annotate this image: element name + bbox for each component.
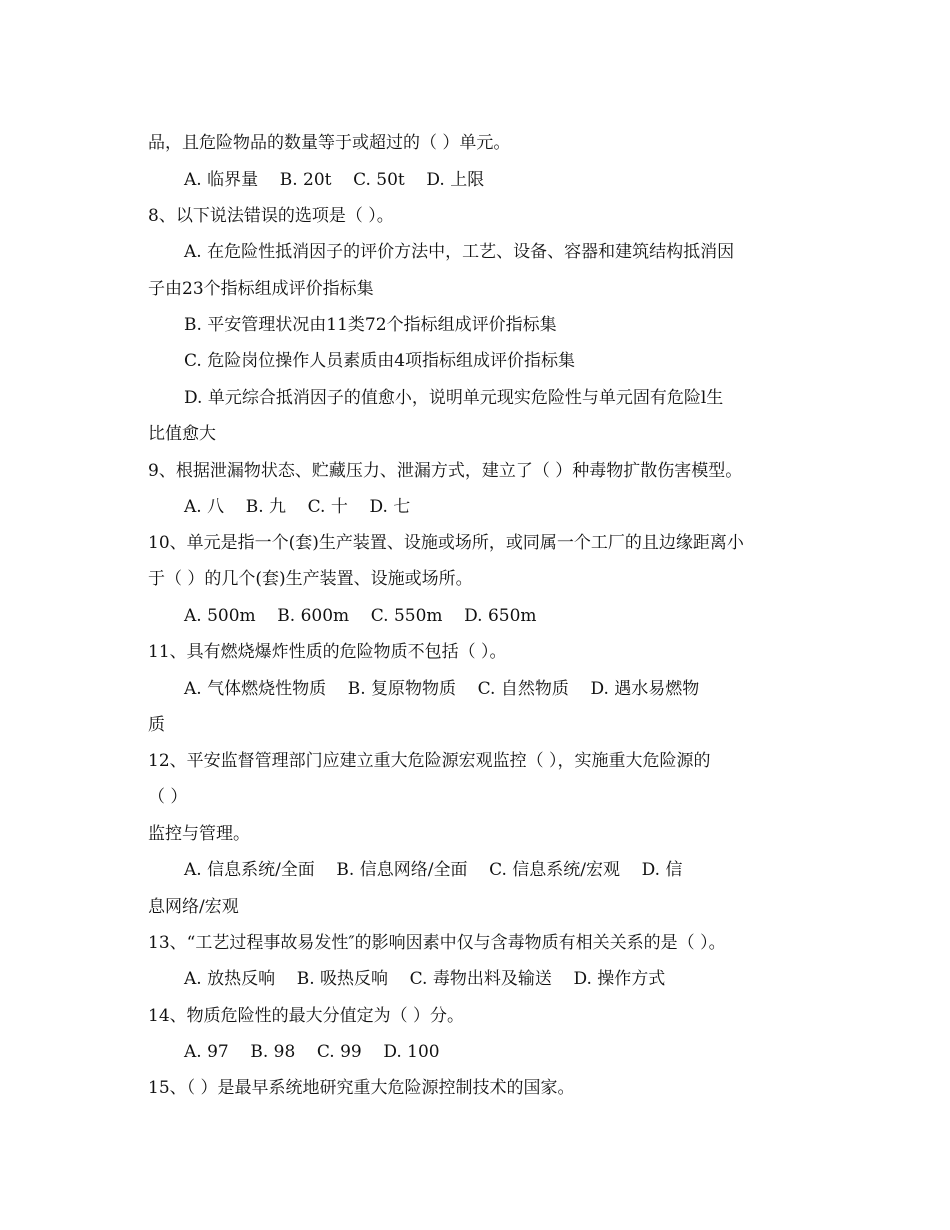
text-line: 监控与管理。	[148, 824, 250, 844]
answer-options: A. 放热反响 B. 吸热反响 C. 毒物出料及输送 D. 操作方式	[184, 969, 666, 989]
question-13: 13、“工艺过程事故易发性″的影响因素中仅与含毒物质有相关关系的是（ ）。	[148, 933, 726, 953]
text-line: 品，且危险物品的数量等于或超过的（ ）单元。	[148, 133, 511, 153]
text-line: 息网络/宏观	[148, 897, 239, 917]
answer-options: A. 97 B. 98 C. 99 D. 100	[184, 1042, 440, 1062]
answer-options: A. 气体燃烧性物质 B. 复原物物质 C. 自然物质 D. 遇水易燃物	[184, 679, 700, 699]
answer-options: A. 信息系统/全面 B. 信息网络/全面 C. 信息系统/宏观 D. 信	[184, 860, 683, 880]
text-line: 质	[148, 715, 165, 735]
text-line: 子由23个指标组成评价指标集	[148, 279, 374, 299]
question-11: 11、具有燃烧爆炸性质的危险物质不包括（ ）。	[148, 642, 507, 662]
question-8: 8、以下说法错误的选项是（ ）。	[148, 206, 394, 226]
question-9: 9、根据泄漏物状态、贮藏压力、泄漏方式，建立了（ ）种毒物扩散伤害模型。	[148, 461, 743, 481]
answer-options: A. 八 B. 九 C. 十 D. 七	[184, 497, 411, 517]
option-c: C. 危险岗位操作人员素质由4项指标组成评价指标集	[184, 351, 576, 371]
text-line: 于（ ）的几个(套)生产装置、设施或场所。	[148, 569, 473, 589]
option-a: A. 在危险性抵消因子的评价方法中，工艺、设备、容器和建筑结构抵消因	[184, 242, 735, 262]
answer-options: A. 临界量 B. 20t C. 50t D. 上限	[184, 170, 485, 190]
question-10: 10、单元是指一个(套)生产装置、设施或场所，或同属一个工厂的且边缘距离小	[148, 533, 744, 553]
text-line: 比值愈大	[148, 424, 216, 444]
question-14: 14、物质危险性的最大分值定为（ ）分。	[148, 1006, 465, 1026]
option-b: B. 平安管理状况由11类72个指标组成评价指标集	[184, 315, 557, 335]
question-12: 12、平安监督管理部门应建立重大危险源宏观监控（ ），实施重大危险源的	[148, 751, 711, 771]
option-d: D. 单元综合抵消因子的值愈小，说明单元现实危险性与单元固有危险l生	[184, 388, 724, 408]
text-line: （ ）	[148, 787, 188, 807]
question-15: 15、（ ）是最早系统地研究重大危险源控制技术的国家。	[148, 1078, 575, 1098]
answer-options: A. 500m B. 600m C. 550m D. 650m	[184, 606, 537, 626]
